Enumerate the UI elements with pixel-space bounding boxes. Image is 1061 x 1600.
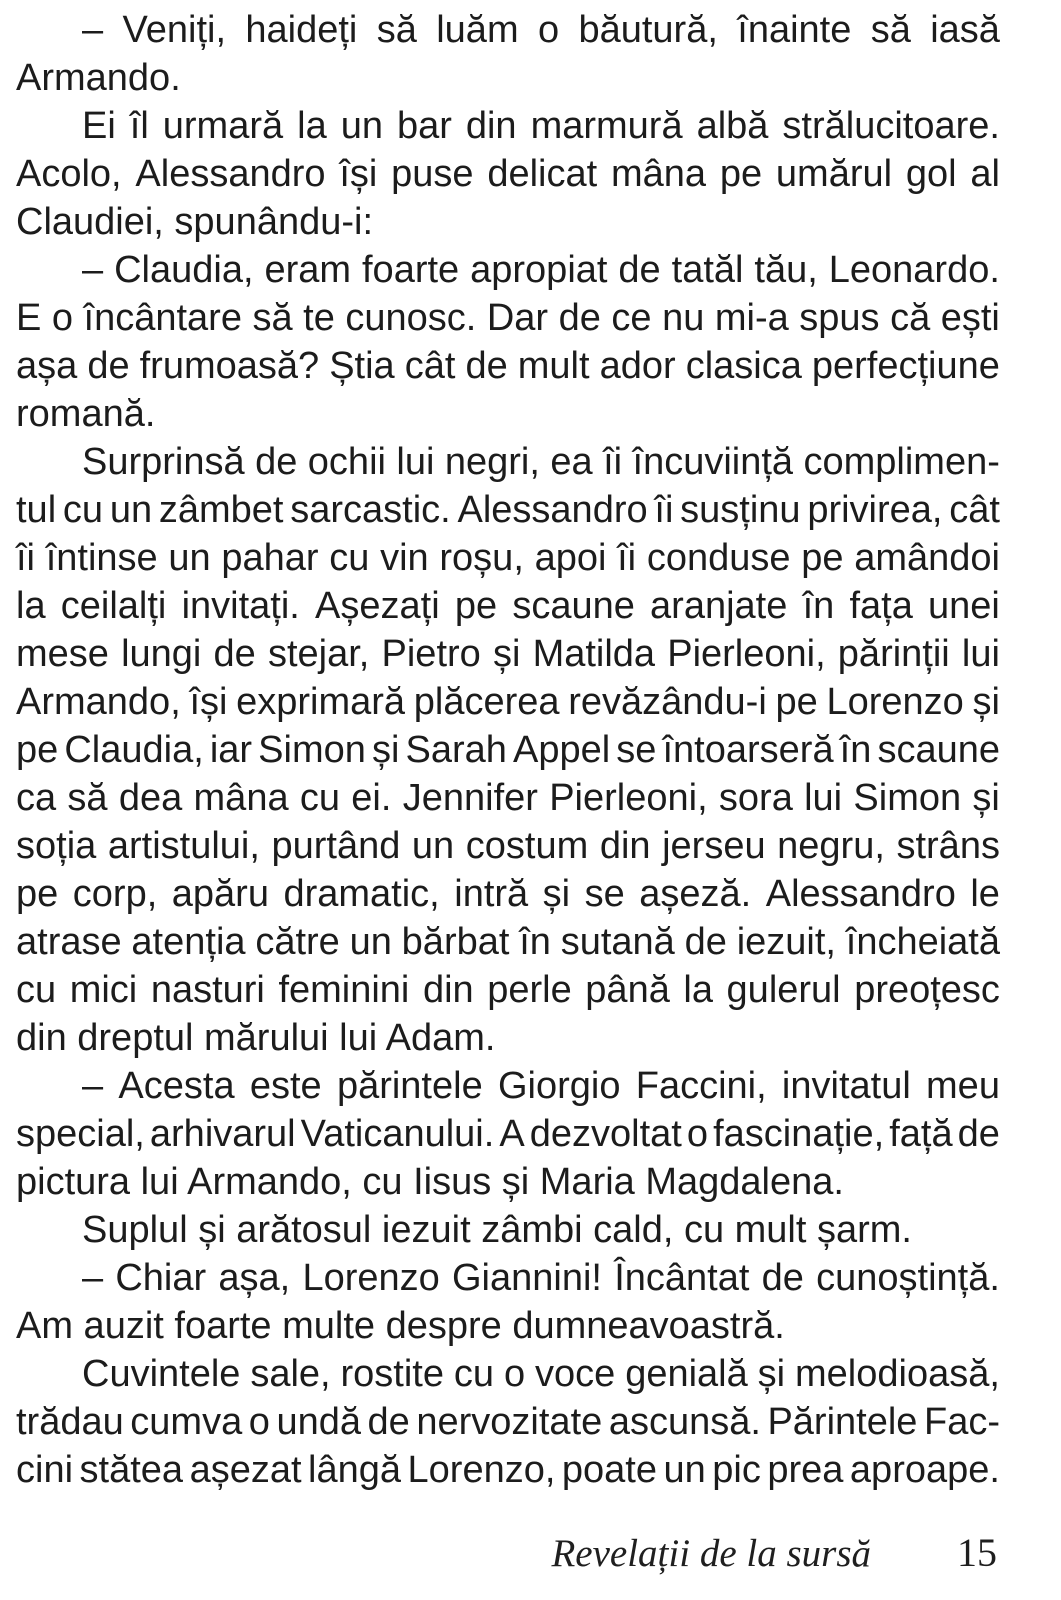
text-line: – Veniți, haideți să luăm o băutură, înainte să iasă bbox=[82, 9, 1000, 51]
text-line: cu mici nasturi feminini din perle până la gulerul preoțesc bbox=[16, 969, 1000, 1011]
text-block bbox=[16, 6, 1000, 1494]
text-line: special, arhivarul Vaticanului. A dezvoltat o fascinație, față de bbox=[16, 1113, 1000, 1155]
text-line: Acolo, Alessandro își puse delicat mâna pe umărul gol al bbox=[16, 153, 1000, 195]
text-line: Claudiei, spunându-i: bbox=[16, 201, 374, 243]
text-line: trădau cumva o undă de nervozitate ascunsă. Părintele Fac- bbox=[16, 1401, 1000, 1443]
text-line: pe Claudia, iar Simon și Sarah Appel se întoarseră în scaune bbox=[16, 729, 1000, 771]
text-line: Ei îl urmară la un bar din marmură albă strălucitoare. bbox=[82, 105, 1000, 147]
text-line: tul cu un zâmbet sarcastic. Alessandro îi susținu privirea, cât bbox=[16, 489, 1000, 531]
text-line: pe corp, apăru dramatic, intră și se așeză. Alessandro le bbox=[16, 873, 1000, 915]
text-line: – Claudia, eram foarte apropiat de tatăl tău, Leonardo. bbox=[82, 249, 1000, 291]
text-line: Armando, își exprimară plăcerea revăzându-i pe Lorenzo și bbox=[16, 681, 1000, 723]
text-line: Surprinsă de ochii lui negri, ea îi încuviință complimen- bbox=[82, 441, 1000, 483]
text-line: soția artistului, purtând un costum din jerseu negru, strâns bbox=[16, 825, 1000, 867]
text-line: mese lungi de stejar, Pietro și Matilda Pierleoni, părinții lui bbox=[16, 633, 1000, 675]
text-line: – Chiar așa, Lorenzo Giannini! Încântat de cunoștință. bbox=[82, 1257, 1000, 1299]
text-line: romană. bbox=[16, 393, 156, 435]
text-line: cini stătea așezat lângă Lorenzo, poate un pic prea aproape. bbox=[16, 1449, 1000, 1491]
text-line: Cuvintele sale, rostite cu o voce genială și melodioasă, bbox=[82, 1353, 1000, 1395]
running-title: Revelații de la sursă bbox=[551, 1532, 871, 1575]
text-line: pictura lui Armando, cu Iisus și Maria Magdalena. bbox=[16, 1161, 844, 1203]
text-line: – Acesta este părintele Giorgio Faccini, invitatul meu bbox=[82, 1065, 1000, 1107]
text-line: Am auzit foarte multe despre dumneavoastră. bbox=[16, 1305, 785, 1347]
text-line: ca să dea mâna cu ei. Jennifer Pierleoni, sora lui Simon și bbox=[16, 777, 1000, 819]
text-line: Armando. bbox=[16, 57, 181, 99]
text-line: la ceilalți invitați. Așezați pe scaune aranjate în fața unei bbox=[16, 585, 1000, 627]
text-line: îi întinse un pahar cu vin roșu, apoi îi conduse pe amândoi bbox=[16, 537, 1000, 579]
text-line: așa de frumoasă? Știa cât de mult ador clasica perfecțiune bbox=[16, 345, 1000, 387]
text-line: din dreptul mărului lui Adam. bbox=[16, 1017, 496, 1059]
page-number: 15 bbox=[957, 1530, 997, 1575]
text-line: E o încântare să te cunosc. Dar de ce nu mi-a spus că ești bbox=[16, 297, 1000, 339]
page-footer bbox=[551, 1526, 997, 1581]
text-line: atrase atenția către un bărbat în sutană de iezuit, încheiată bbox=[16, 921, 1000, 963]
text-line: Suplul și arătosul iezuit zâmbi cald, cu mult șarm. bbox=[82, 1209, 912, 1251]
